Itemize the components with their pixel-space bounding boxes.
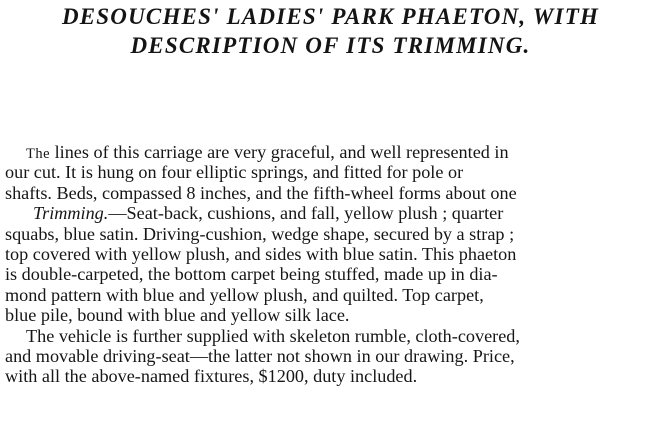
heading-line-2: DESCRIPTION OF ITS TRIMMING.	[130, 33, 531, 58]
text-line	[0, 244, 661, 264]
line-text: shafts. Beds, compassed 8 inches, and the fifth-wheel forms about one	[5, 182, 517, 203]
text-line	[0, 162, 661, 182]
text-line	[0, 183, 661, 203]
line-text: lines of this carriage are very graceful, and well represented in	[50, 142, 509, 162]
text-line	[0, 346, 661, 366]
text-line	[0, 224, 661, 244]
line-text: mond pattern with blue and yellow plush, and quilted. Top carpet,	[5, 284, 484, 305]
line-text: squabs, blue satin. Driving-cushion, wedge shape, secured by a strap ;	[5, 223, 515, 244]
line-text: with all the above-named fixtures, $1200, duty included.	[5, 366, 418, 387]
text-line	[0, 285, 661, 305]
line-text: blue pile, bound with blue and yellow silk lace.	[5, 305, 350, 326]
line-text: and movable driving-seat—the latter not shown in our drawing. Price,	[5, 345, 515, 366]
text-line	[0, 264, 661, 284]
lead-word: The	[26, 146, 51, 162]
section-term: Trimming.	[33, 203, 109, 224]
heading-line-1: DESOUCHES' LADIES' PARK PHAETON, WITH	[61, 4, 600, 29]
text-line	[0, 326, 661, 346]
text-line	[0, 203, 661, 223]
line-text: —Seat-back, cushions, and fall, yellow plush ; quarter	[108, 203, 504, 224]
text-line	[0, 366, 661, 386]
line-text: is double-carpeted, the bottom carpet being stuffed, made up in dia-	[5, 264, 498, 285]
text-line	[0, 305, 661, 325]
article-heading	[0, 2, 661, 60]
text-line	[0, 142, 661, 162]
line-text: our cut. It is hung on four elliptic springs, and fitted for pole or	[5, 162, 464, 183]
line-text: The vehicle is further supplied with skeleton rumble, cloth-covered,	[26, 325, 520, 346]
article-body	[0, 142, 661, 387]
line-text: top covered with yellow plush, and sides with blue satin. This phaeton	[5, 243, 517, 264]
